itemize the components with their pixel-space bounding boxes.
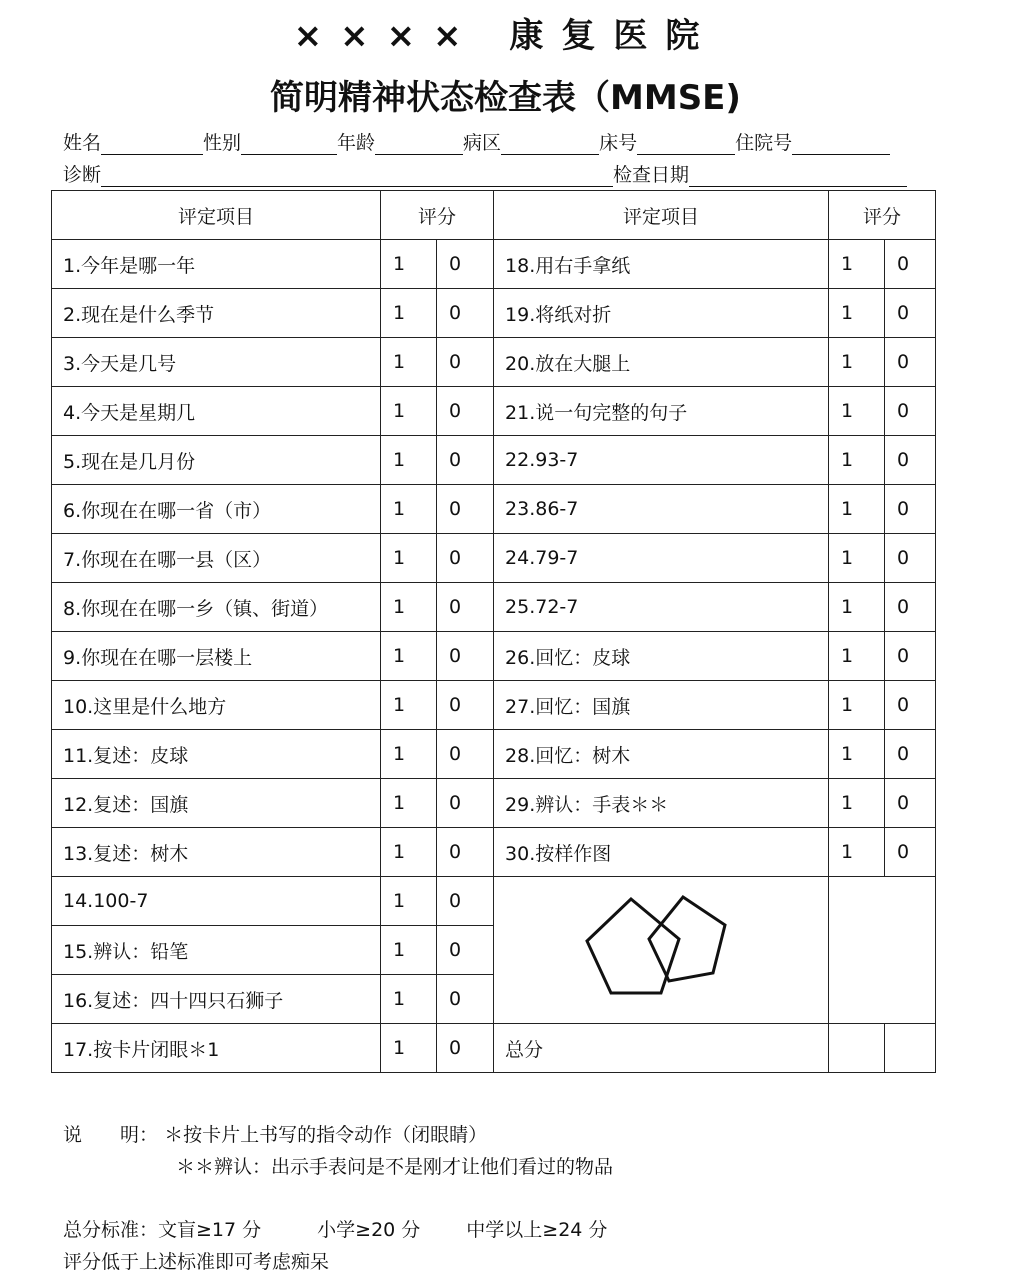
score-1-option[interactable]: 1: [381, 1024, 437, 1073]
hospital-name: ×××× 康复医院: [293, 16, 718, 56]
total-score-cell[interactable]: [829, 1024, 885, 1073]
score-0-option[interactable]: 0: [437, 779, 494, 828]
score-1-option[interactable]: 1: [381, 436, 437, 485]
score-0-option[interactable]: 0: [885, 779, 936, 828]
table-row: [52, 632, 936, 681]
score-1-option[interactable]: 1: [381, 387, 437, 436]
item-label: 3.今天是几号: [52, 338, 381, 387]
score-1-option[interactable]: 1: [381, 926, 437, 975]
diagnosis-field[interactable]: [101, 168, 613, 187]
header-item: 评定项目: [494, 191, 829, 240]
table-row: [52, 240, 936, 289]
score-0-option[interactable]: 0: [885, 681, 936, 730]
item-label: 23.86-7: [494, 485, 829, 534]
table-row: [52, 779, 936, 828]
score-0-option[interactable]: 0: [437, 828, 494, 877]
item-label: 20.放在大腿上: [494, 338, 829, 387]
score-0-option[interactable]: 0: [437, 387, 494, 436]
score-1-option[interactable]: 1: [381, 975, 437, 1024]
item-label: 2.现在是什么季节: [52, 289, 381, 338]
table-row: [52, 387, 936, 436]
table-row: [52, 877, 936, 926]
item-label: 21.说一句完整的句子: [494, 387, 829, 436]
exam-date-field[interactable]: [689, 168, 907, 187]
diagnosis-row: [63, 160, 907, 187]
score-1-option[interactable]: 1: [381, 338, 437, 387]
score-1-option[interactable]: 1: [829, 338, 885, 387]
item-label: 12.复述：国旗: [52, 779, 381, 828]
bed-field[interactable]: [637, 136, 735, 155]
score-1-option[interactable]: 1: [381, 632, 437, 681]
ward-field[interactable]: [501, 136, 599, 155]
item-label: 15.辨认：铅笔: [52, 926, 381, 975]
age-field[interactable]: [375, 136, 463, 155]
item-label: 19.将纸对折: [494, 289, 829, 338]
table-row: [52, 730, 936, 779]
table-row: [52, 289, 936, 338]
item-label: 4.今天是星期几: [52, 387, 381, 436]
score-0-option[interactable]: 0: [437, 436, 494, 485]
score-1-option[interactable]: 1: [829, 240, 885, 289]
score-0-option[interactable]: 0: [437, 975, 494, 1024]
score-1-option[interactable]: 1: [829, 632, 885, 681]
table-row: [52, 485, 936, 534]
score-1-option[interactable]: 1: [829, 485, 885, 534]
score-0-option[interactable]: 0: [885, 338, 936, 387]
header-score: 评分: [381, 191, 494, 240]
item-label: 18.用右手拿纸: [494, 240, 829, 289]
sex-field[interactable]: [241, 136, 337, 155]
conclusion: 评分低于上述标准即可考虑痴呆: [63, 1251, 330, 1273]
item-label: 14.100-7: [52, 877, 381, 926]
item-label: 13.复述：树木: [52, 828, 381, 877]
figure-score-cell[interactable]: [829, 877, 936, 1024]
score-0-option[interactable]: 0: [437, 240, 494, 289]
table-row: [52, 436, 936, 485]
score-1-option[interactable]: 1: [829, 828, 885, 877]
score-1-option[interactable]: 1: [381, 534, 437, 583]
name-label: 姓名: [63, 132, 102, 154]
item-label: 17.按卡片闭眼＊1: [52, 1024, 381, 1073]
pentagon-left: [587, 899, 679, 993]
criteria-primary: 小学≥20 分: [317, 1219, 421, 1241]
score-1-option[interactable]: 1: [829, 583, 885, 632]
table-header: [52, 191, 936, 240]
notes-line-1: [63, 1120, 487, 1147]
score-1-option[interactable]: 1: [381, 828, 437, 877]
item-label: 8.你现在在哪一乡（镇、街道）: [52, 583, 381, 632]
score-1-option[interactable]: 1: [381, 485, 437, 534]
score-1-option[interactable]: 1: [381, 681, 437, 730]
item-label: 27.回忆：国旗: [494, 681, 829, 730]
score-0-option[interactable]: 0: [437, 583, 494, 632]
header-item: 评定项目: [52, 191, 381, 240]
admission-label: 住院号: [735, 132, 793, 154]
item-label: 28.回忆：树木: [494, 730, 829, 779]
score-0-option[interactable]: 0: [437, 534, 494, 583]
score-1-option[interactable]: 1: [829, 681, 885, 730]
patient-info-row: [63, 128, 890, 155]
item-label: 22.93-7: [494, 436, 829, 485]
name-field[interactable]: [101, 136, 203, 155]
score-0-option[interactable]: 0: [437, 681, 494, 730]
score-0-option[interactable]: 0: [437, 926, 494, 975]
score-0-option[interactable]: 0: [437, 632, 494, 681]
score-0-option[interactable]: 0: [885, 289, 936, 338]
item-label: 30.按样作图: [494, 828, 829, 877]
exam-date-label: 检查日期: [613, 164, 690, 186]
score-0-option[interactable]: 0: [885, 485, 936, 534]
total-score-cell[interactable]: [885, 1024, 936, 1073]
item-label: 11.复述：皮球: [52, 730, 381, 779]
item-label: 24.79-7: [494, 534, 829, 583]
score-0-option[interactable]: 0: [437, 730, 494, 779]
table-row: [52, 681, 936, 730]
ward-label: 病区: [463, 132, 502, 154]
item-label: 26.回忆：皮球: [494, 632, 829, 681]
mmse-table: [51, 190, 936, 1073]
score-0-option[interactable]: 0: [885, 240, 936, 289]
bed-label: 床号: [599, 132, 638, 154]
item-label: 10.这里是什么地方: [52, 681, 381, 730]
criteria-line: [63, 1215, 607, 1242]
header-score: 评分: [829, 191, 936, 240]
score-0-option[interactable]: 0: [885, 387, 936, 436]
score-1-option[interactable]: 1: [829, 730, 885, 779]
notes-label: 说 明：: [63, 1124, 159, 1146]
score-0-option[interactable]: 0: [885, 583, 936, 632]
score-1-option[interactable]: 1: [381, 240, 437, 289]
item-label: 16.复述：四十四只石狮子: [52, 975, 381, 1024]
sex-label: 性别: [203, 132, 242, 154]
score-0-option[interactable]: 0: [437, 1024, 494, 1073]
pentagon-right: [649, 897, 725, 981]
item-label: 25.72-7: [494, 583, 829, 632]
item-label: 29.辨认：手表＊＊: [494, 779, 829, 828]
score-1-option[interactable]: 1: [381, 877, 437, 926]
score-0-option[interactable]: 0: [885, 436, 936, 485]
form-title: 简明精神状态检查表（MMSE): [270, 78, 741, 118]
criteria-label: 总分标准：: [63, 1219, 159, 1241]
score-0-option[interactable]: 0: [437, 289, 494, 338]
diagnosis-label: 诊断: [63, 164, 102, 186]
score-0-option[interactable]: 0: [437, 877, 494, 926]
admission-field[interactable]: [792, 136, 890, 155]
score-1-option[interactable]: 1: [829, 436, 885, 485]
score-1-option[interactable]: 1: [829, 387, 885, 436]
table-row: [52, 583, 936, 632]
item-label: 6.你现在在哪一省（市）: [52, 485, 381, 534]
score-0-option[interactable]: 0: [437, 485, 494, 534]
score-1-option[interactable]: 1: [829, 289, 885, 338]
criteria-secondary: 中学以上≥24 分: [466, 1219, 608, 1241]
item-label: 7.你现在在哪一县（区）: [52, 534, 381, 583]
item-label: 1.今年是哪一年: [52, 240, 381, 289]
score-0-option[interactable]: 0: [885, 534, 936, 583]
copy-figure-cell: [494, 877, 829, 1024]
score-0-option[interactable]: 0: [885, 632, 936, 681]
table-row: [52, 338, 936, 387]
table-row: [52, 534, 936, 583]
score-1-option[interactable]: 1: [381, 730, 437, 779]
note-1: ＊按卡片上书写的指令动作（闭眼睛）: [164, 1124, 488, 1146]
overlapping-pentagons-figure: [581, 893, 741, 1003]
score-1-option[interactable]: 1: [381, 289, 437, 338]
score-0-option[interactable]: 0: [885, 828, 936, 877]
score-1-option[interactable]: 1: [829, 779, 885, 828]
score-0-option[interactable]: 0: [885, 730, 936, 779]
age-label: 年龄: [337, 132, 376, 154]
score-1-option[interactable]: 1: [381, 779, 437, 828]
total-label: 总分: [494, 1024, 829, 1073]
score-1-option[interactable]: 1: [381, 583, 437, 632]
criteria-illiterate: 文盲≥17 分: [158, 1219, 262, 1241]
item-label: 5.现在是几月份: [52, 436, 381, 485]
table-row: [52, 828, 936, 877]
score-0-option[interactable]: 0: [437, 338, 494, 387]
score-1-option[interactable]: 1: [829, 534, 885, 583]
note-2: ＊＊辨认：出示手表问是不是刚才让他们看过的物品: [176, 1156, 614, 1178]
item-label: 9.你现在在哪一层楼上: [52, 632, 381, 681]
table-row: [52, 1024, 936, 1073]
